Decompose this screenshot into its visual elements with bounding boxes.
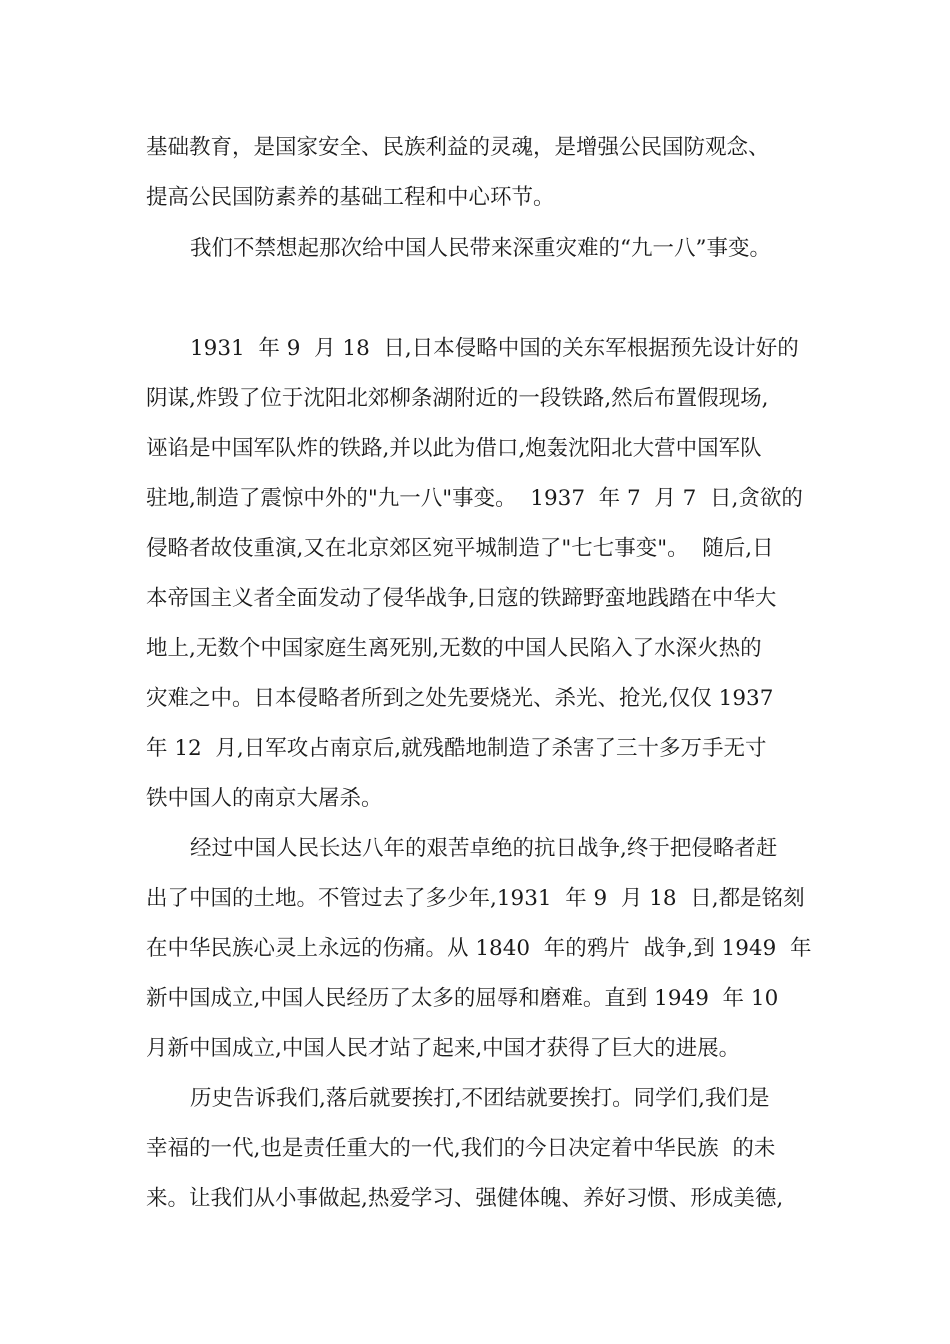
paragraph-3-line-2: 阴谋,炸毁了位于沈阳北郊柳条湖附近的一段铁路,然后布置假现场, [146,386,769,411]
paragraph-1-line-2: 提高公民国防素养的基础工程和中心环节。 [146,185,555,210]
paragraph-5-line-2: 幸福的一代,也是责任重大的一代,我们的今日决定着中华民族 的未 [146,1136,776,1161]
paragraph-5-line-1: 历史告诉我们,落后就要挨打,不团结就要挨打。同学们,我们是 [190,1086,770,1111]
paragraph-3-line-10: 铁中国人的南京大屠杀。 [146,786,383,811]
paragraph-3-line-3: 诬谄是中国军队炸的铁路,并以此为借口,炮轰沈阳北大营中国军队 [146,436,762,461]
paragraph-2-line-1: 我们不禁想起那次给中国人民带来深重灾难的“九一八”事变。 [190,236,771,261]
paragraph-3-line-7: 地上,无数个中国家庭生离死别,无数的中国人民陷入了水深火热的 [146,636,762,661]
paragraph-5-line-3: 来。让我们从小事做起,热爱学习、强健体魄、养好习惯、形成美德, [146,1186,784,1211]
paragraph-3-line-1: 1931 年 9 月 18 日,日本侵略中国的关东军根据预先设计好的 [190,336,799,361]
paragraph-4-line-2: 出了中国的土地。不管过去了多少年,1931 年 9 月 18 日,都是铭刻 [146,886,805,911]
paragraph-4-line-3: 在中华民族心灵上永远的伤痛。从 1840 年的鸦片 战争,到 1949 年 [146,936,812,961]
paragraph-4-line-5: 月新中国成立,中国人民才站了起来,中国才获得了巨大的进展。 [146,1036,741,1061]
paragraph-3-line-9: 年 12 月,日军攻占南京后,就残酷地制造了杀害了三十多万手无寸 [146,736,767,761]
paragraph-4-line-1: 经过中国人民长达八年的艰苦卓绝的抗日战争,终于把侵略者赶 [190,836,778,861]
paragraph-3-line-4: 驻地,制造了震惊中外的"九一八"事变。 1937 年 7 月 7 日,贪欲的 [146,486,803,511]
paragraph-4-line-4: 新中国成立,中国人民经历了太多的屈辱和磨难。直到 1949 年 10 [146,986,779,1011]
paragraph-3-line-5: 侵略者故伎重演,又在北京郊区宛平城制造了"七七事变"。 随后,日 [146,536,774,561]
paragraph-1-line-1: 基础教育，是国家安全、民族利益的灵魂，是增强公民国防观念、 [146,135,770,160]
paragraph-3-line-6: 本帝国主义者全面发动了侵华战争,日寇的铁蹄野蛮地践踏在中华大 [146,586,777,611]
paragraph-3-line-8: 灾难之中。日本侵略者所到之处先要烧光、杀光、抢光,仅仅 1937 [146,686,774,711]
